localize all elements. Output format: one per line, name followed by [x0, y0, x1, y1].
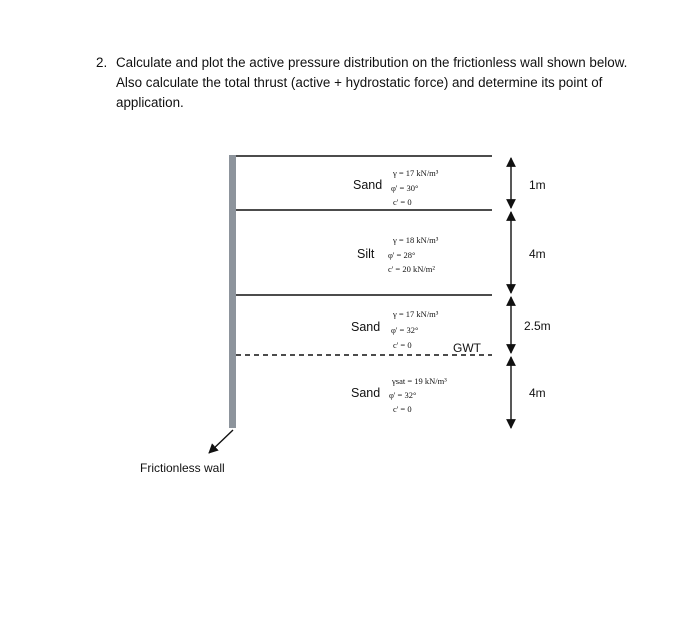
layer-1-c: c' = 0	[393, 197, 412, 207]
layer-2-gamma: γ = 18 kN/m³	[393, 235, 439, 245]
layer-2-phi: φ' = 28°	[388, 250, 416, 260]
gwt-label: GWT	[453, 341, 481, 355]
question-text: Calculate and plot the active pressure distribution on the frictionless wall shown below. Also calculate the total thrust (active + hydrostatic force) and determine its point of application.	[116, 55, 628, 110]
layer-3-phi: φ' = 32°	[391, 325, 419, 335]
thickness-label-4: 4m	[529, 386, 546, 400]
layer-3-gamma: γ = 17 kN/m³	[393, 309, 439, 319]
layer-3-soil: Sand	[351, 320, 381, 334]
layer-1-gamma: γ = 17 kN/m³	[393, 168, 439, 178]
layer-4-phi: φ' = 32°	[389, 390, 417, 400]
frictionless-wall	[229, 155, 236, 428]
thickness-label-3: 2.5m	[524, 319, 551, 333]
layer-3-c: c' = 0	[393, 340, 412, 350]
layer-1-phi: φ' = 30°	[391, 183, 419, 193]
layer-4-gamma: γsat = 19 kN/m³	[392, 376, 447, 386]
wall-label: Frictionless wall	[140, 461, 225, 475]
thickness-label-1: 1m	[529, 178, 546, 192]
layer-2-c: c' = 20 kN/m²	[388, 264, 435, 274]
question-number: 2.	[96, 55, 108, 70]
layer-4-c: c' = 0	[393, 404, 412, 414]
layer-1-soil: Sand	[353, 178, 383, 192]
layer-4-soil: Sand	[351, 386, 381, 400]
wall-leader-arrow	[209, 430, 233, 453]
layer-2-soil: Silt	[357, 247, 375, 261]
thickness-label-2: 4m	[529, 247, 546, 261]
